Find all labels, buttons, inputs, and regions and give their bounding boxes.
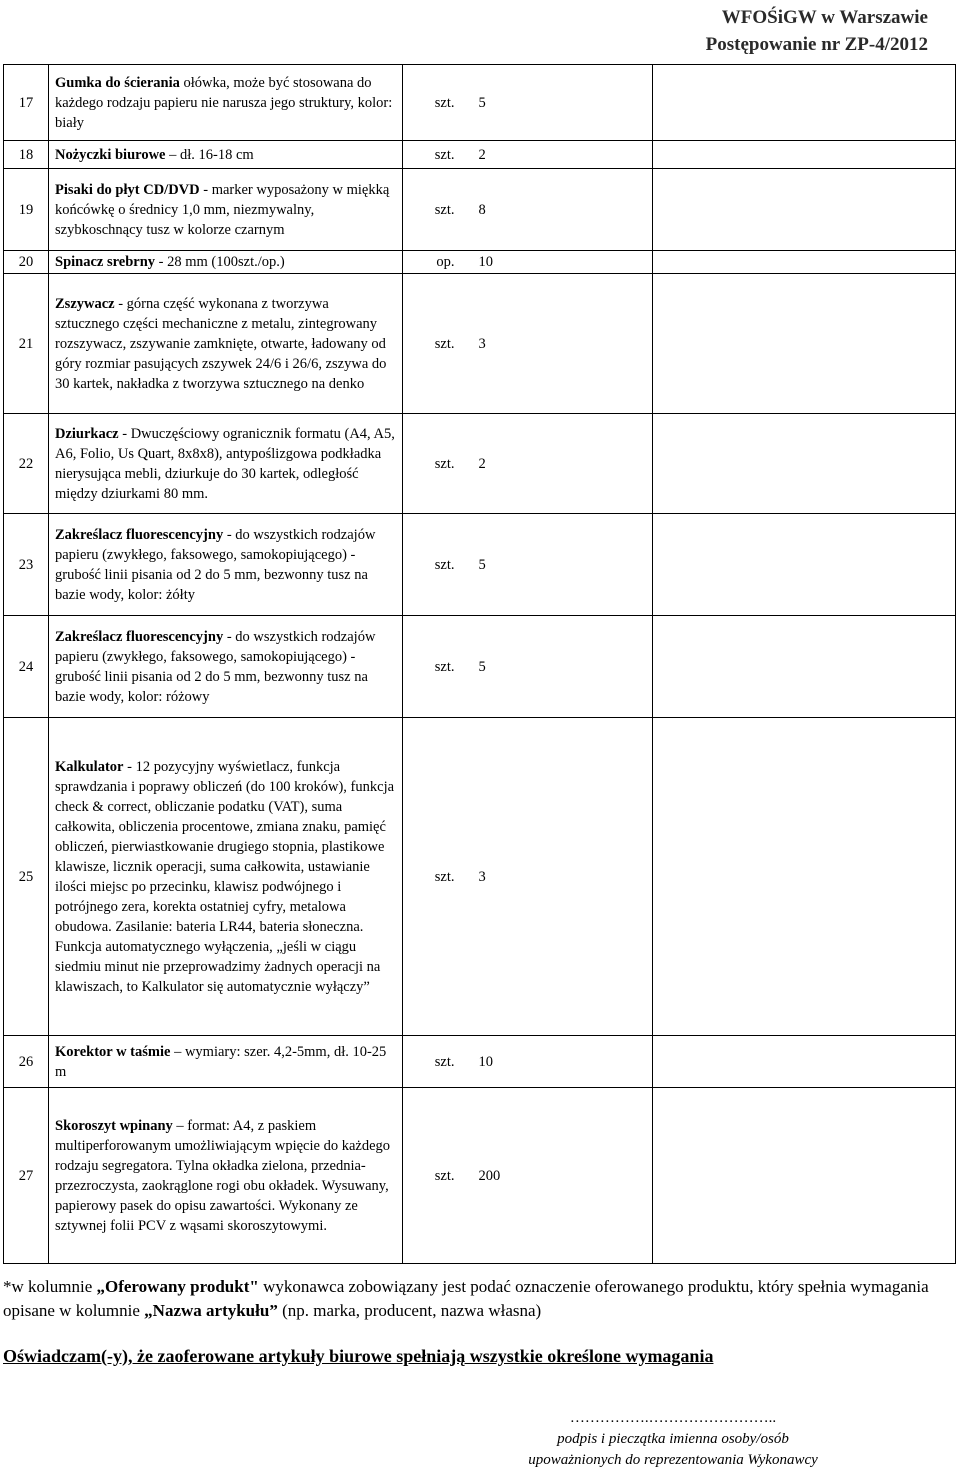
row-number: 22 xyxy=(4,414,49,514)
item-name: Zszywacz xyxy=(55,295,115,312)
item-spec: - 12 pozycyjny wyświetlacz, funkcja sprawdzania i poprawy obliczeń (do 100 kroków), funkcja check & correct, obliczanie podatku (VAT), suma całkowita, obliczenia procentowe, zmiana znaku, pamięć obliczeń, pierwiastkowanie drugiego stopnia, plastikowe klawisze, licznik operacji, suma całkowita, ustawianie ilości miejsc po przecinku, klawisz podwójnego i potrójnego zera, korekta ostatniej cyfry, metalowa obudowa. Zasilanie: bateria LR44, bateria słoneczna. Funkcja automatycznego wyłączenia, „jeśli w ciągu siedmiu minut nie przeprowadzimy żadnych operacji na klawiszach, to Kalkulator się automatycznie wyłączy” xyxy=(55,758,395,995)
table-row xyxy=(4,514,956,616)
table-row xyxy=(4,251,956,274)
item-unit: op. xyxy=(403,251,463,274)
item-unit: szt. xyxy=(403,718,463,1036)
table-row xyxy=(4,414,956,514)
footnote-column-offered: „Oferowany produkt" xyxy=(96,1277,259,1296)
item-description xyxy=(49,1088,403,1264)
offered-product-cell xyxy=(653,718,956,1036)
row-number: 25 xyxy=(4,718,49,1036)
row-number: 17 xyxy=(4,65,49,141)
offered-product-cell xyxy=(653,616,956,718)
offered-product-cell xyxy=(653,1036,956,1088)
item-name: Zakreślacz fluorescencyjny xyxy=(55,628,224,645)
procedure-number: Postępowanie nr ZP-4/2012 xyxy=(705,34,928,55)
item-description xyxy=(49,414,403,514)
row-number: 20 xyxy=(4,251,49,274)
item-name: Gumka do ścierania xyxy=(55,74,180,91)
offered-product-cell xyxy=(653,251,956,274)
table-row xyxy=(4,141,956,169)
item-name: Pisaki do płyt CD/DVD xyxy=(55,181,200,198)
item-quantity: 200 xyxy=(463,1088,653,1264)
row-number: 21 xyxy=(4,274,49,414)
items-table-body xyxy=(4,65,956,1264)
organization-name: WFOŚiGW w Warszawie xyxy=(721,7,928,28)
item-quantity: 10 xyxy=(463,251,653,274)
item-description xyxy=(49,141,403,169)
row-number: 19 xyxy=(4,169,49,251)
item-name: Zakreślacz fluorescencyjny xyxy=(55,526,224,543)
item-quantity: 5 xyxy=(463,65,653,141)
item-spec: ołówka, może być stosowana do każdego rodzaju papieru nie narusza jego struktury, kolor: biały xyxy=(55,74,393,131)
item-spec: - górna część wykonana z tworzywa sztucznego części mechaniczne z metalu, zintegrowany rozszywacz, zszywanie zamknięte, otwarte, ładowany od góry rozmiar pasujących zszywek 24/6 i 26/6, zszywa do 30 kartek, nakładka z tworzywa sztucznego na denko xyxy=(55,295,387,392)
offered-product-cell xyxy=(653,414,956,514)
item-spec: - marker wyposażony w miękką końcówkę o średnicy 1,0 mm, niezmywalny, szybkoschnący tusz w kolorze czarnym xyxy=(55,181,390,238)
item-quantity: 5 xyxy=(463,514,653,616)
item-spec: - Dwuczęściowy ogranicznik formatu (A4, A5, A6, Folio, Us Quart, 8x8x8), antypoślizgowa podkładka nierysująca mebli, dziurkuje do 30 kartek, odległość między dziurkami 80 mm. xyxy=(55,425,395,502)
offered-product-cell xyxy=(653,514,956,616)
item-name: Dziurkacz xyxy=(55,425,119,442)
item-description xyxy=(49,169,403,251)
row-number: 24 xyxy=(4,616,49,718)
footnote-part-2: wykonawca zobowiązany jest podać oznaczenie oferowanego produktu, który spełnia wymagania opisane w kolumnie xyxy=(3,1277,929,1320)
table-row xyxy=(4,616,956,718)
item-description xyxy=(49,251,403,274)
row-number: 23 xyxy=(4,514,49,616)
item-description xyxy=(49,274,403,414)
signature-block xyxy=(478,1408,868,1471)
item-spec: – format: A4, z paskiem multiperforowanym umożliwiającym wpięcie do każdego rodzaju segregatora. Tylna okładka zielona, przednia-przezroczysta, zaokrąglone rogi obu okładek. Wysuwany, papierowy pasek do opisu zawartości. Wykonany ze sztywnej folii PCV z wąsami skoroszytowymi. xyxy=(55,1117,391,1234)
declaration: Oświadczam(-y), że zaoferowane artykuły biurowe spełniają wszystkie określone wymagania xyxy=(3,1346,714,1366)
item-unit: szt. xyxy=(403,169,463,251)
item-quantity: 5 xyxy=(463,616,653,718)
item-spec: – wymiary: szer. 4,2-5mm, dł. 10-25 m xyxy=(55,1043,387,1080)
item-unit: szt. xyxy=(403,414,463,514)
document-header xyxy=(706,4,928,58)
offered-product-cell xyxy=(653,1088,956,1264)
table-row xyxy=(4,1088,956,1264)
row-number: 27 xyxy=(4,1088,49,1264)
item-unit: szt. xyxy=(403,274,463,414)
offered-product-cell xyxy=(653,141,956,169)
item-description xyxy=(49,514,403,616)
item-quantity: 3 xyxy=(463,718,653,1036)
footnote xyxy=(3,1275,953,1323)
item-description xyxy=(49,616,403,718)
item-name: Korektor w taśmie xyxy=(55,1043,171,1060)
item-name: Skoroszyt wpinany xyxy=(55,1117,173,1134)
item-unit: szt. xyxy=(403,1088,463,1264)
item-description xyxy=(49,65,403,141)
table-row xyxy=(4,1036,956,1088)
offered-product-cell xyxy=(653,169,956,251)
item-quantity: 8 xyxy=(463,169,653,251)
signature-dots: …………….…………………….. xyxy=(569,1410,777,1426)
table-row xyxy=(4,65,956,141)
row-number: 18 xyxy=(4,141,49,169)
table-row xyxy=(4,274,956,414)
item-unit: szt. xyxy=(403,65,463,141)
offered-product-cell xyxy=(653,65,956,141)
item-unit: szt. xyxy=(403,1036,463,1088)
item-unit: szt. xyxy=(403,141,463,169)
item-spec: - 28 mm (100szt./op.) xyxy=(155,254,285,270)
item-spec: - do wszystkich rodzajów papieru (zwykłego, faksowego, samokopiującego) - grubość linii pisania od 2 do 5 mm, bezwonny tusz na bazie wody, kolor: różowy xyxy=(55,628,376,705)
item-quantity: 2 xyxy=(463,414,653,514)
item-quantity: 10 xyxy=(463,1036,653,1088)
row-number: 26 xyxy=(4,1036,49,1088)
footnote-part-1: *w kolumnie xyxy=(3,1277,97,1296)
item-spec: – dł. 16-18 cm xyxy=(165,146,254,163)
item-unit: szt. xyxy=(403,514,463,616)
table-row xyxy=(4,169,956,251)
signature-line-1: podpis i pieczątka imienna osoby/osób xyxy=(557,1431,789,1447)
item-description xyxy=(49,718,403,1036)
item-spec: - do wszystkich rodzajów papieru (zwykłego, faksowego, samokopiującego) - grubość linii pisania od 2 do 5 mm, bezwonny tusz na bazie wody, kolor: żółty xyxy=(55,526,376,603)
offered-product-cell xyxy=(653,274,956,414)
footnote-part-3: (np. marka, producent, nazwa własna) xyxy=(277,1301,542,1320)
item-quantity: 3 xyxy=(463,274,653,414)
item-unit: szt. xyxy=(403,616,463,718)
item-name: Kalkulator xyxy=(55,758,124,775)
item-name: Spinacz srebrny xyxy=(55,254,156,270)
footnote-column-name: „Nazwa artykułu” xyxy=(144,1301,278,1320)
table-row xyxy=(4,718,956,1036)
item-name: Nożyczki biurowe xyxy=(55,146,166,163)
item-quantity: 2 xyxy=(463,141,653,169)
item-description xyxy=(49,1036,403,1088)
signature-line-2: upoważnionych do reprezentowania Wykonawcy xyxy=(528,1452,818,1468)
items-table xyxy=(3,64,956,1264)
